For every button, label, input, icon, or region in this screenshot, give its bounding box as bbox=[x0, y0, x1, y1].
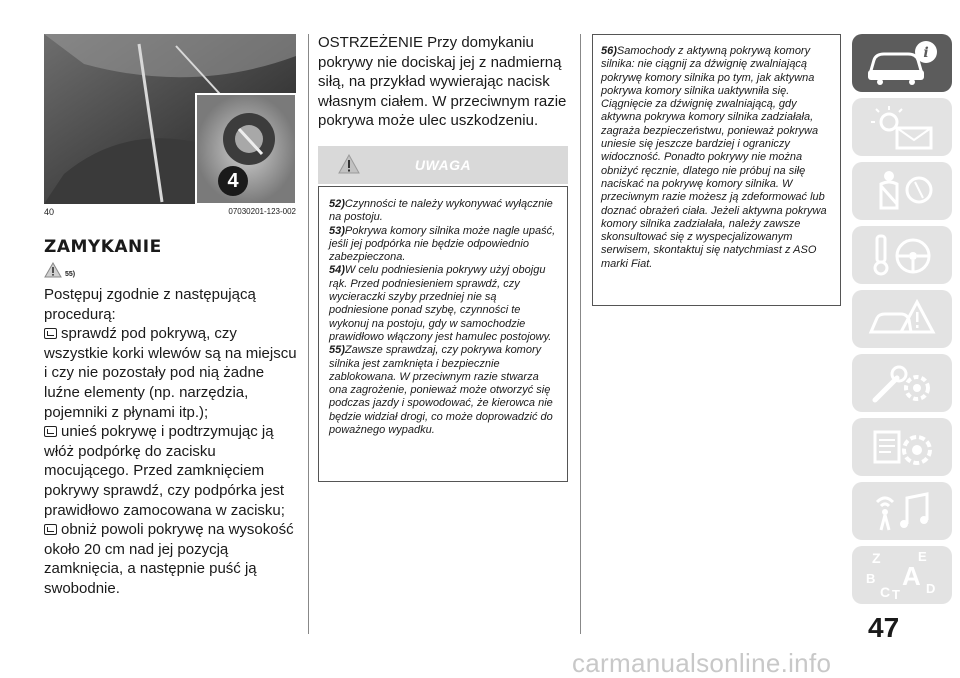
note-number: 52) bbox=[329, 198, 345, 210]
caution-text: OSTRZEŻENIE Przy domykaniu pokrywy nie dociskaj jej z nadmierną siłą, na przykład wywierając nacisk własnym ciałem. W przeciwnym razie pokrywa może ulec uszkodzeniu. bbox=[318, 34, 567, 130]
warning-triangle-icon bbox=[44, 262, 62, 278]
figure-caption bbox=[44, 207, 296, 217]
index-letters-icon bbox=[862, 547, 942, 603]
step-text: sprawdź pod pokrywą, czy wszystkie korki wlewów są na miejscu i czy nie pozostały pod nią żadne luźne elementy (np. narzędzia, pojemniki z płynami itp.); bbox=[44, 325, 297, 421]
tab-dashboard-lights[interactable] bbox=[852, 98, 952, 156]
procedure-intro: Postępuj zgodnie z następującą procedurą: bbox=[44, 286, 256, 323]
tab-car-info[interactable] bbox=[852, 34, 952, 92]
warning-note bbox=[329, 344, 557, 437]
note-number: 54) bbox=[329, 264, 345, 277]
note-text: Samochody z aktywną pokrywą komory silnika: nie ciągnij za dźwignię zwalniającą pokrywę komory silnika po tym, jak aktywna pokrywa komory silnika uaktywniła się. Ciągnięcie za dźwignię zwalniającą, gdy aktywna pokrywa komory silnika zadziałała, zagraża bezpieczeństwu, ponieważ pokrywa uniesie się jeszcze bardziej i ograniczy widoczność. Ponadto pokrywy nie można obniżyć ręcznie, dlatego nie próbuj na siłę naciskać na pokrywę komory silnika. W przeciwnym razie możesz ją zdeformować lub doznać obrażeń ciała. Jeżeli aktywna pokrywa komory silnika zadziałała, należy zawsze skonsultować się z wyspecjalizowanym serwisem, skontaktuj się natychmiast z ASO marki Fiat. bbox=[601, 45, 827, 270]
warning-triangle-icon bbox=[338, 154, 360, 174]
step-text: obniż powoli pokrywę na wysokość około 20 cm nad jej pozycją zamknięcia, a następnie puść ją swobodnie. bbox=[44, 521, 294, 597]
tab-index[interactable] bbox=[852, 546, 952, 604]
car-info-icon bbox=[864, 40, 940, 86]
index-letter: B bbox=[866, 571, 876, 586]
step-text: unieś pokrywę i podtrzymując ją włóż podpórkę do zacisku mocującego. Przed zamknięciem pokrywy sprawdź, czy podpórka jest prawidłowo zamocowana w zacisku; bbox=[44, 423, 285, 519]
tab-maintenance[interactable] bbox=[852, 354, 952, 412]
procedure-step bbox=[44, 520, 300, 598]
chapter-sidebar bbox=[852, 34, 952, 610]
section-title: ZAMYKANIE bbox=[44, 237, 162, 257]
page-number: 47 bbox=[868, 612, 900, 643]
engine-hood-photo bbox=[44, 34, 296, 204]
info-glyph: i bbox=[923, 45, 929, 61]
figure-code: 07030201-123-002 bbox=[228, 207, 296, 216]
warning-reference bbox=[44, 262, 75, 278]
dashboard-lights-icon bbox=[867, 104, 937, 150]
note-text: Zawsze sprawdzaj, czy pokrywa komory silnika jest zamknięta i bezpiecznie zablokowana. W przeciwnym razie stwarza ona zagrożenie, ponieważ może otworzyć się podczas jazdy i spowodować, że kierowca nie będzie widział drogi, co może doprowadzić do poważnego wypadku. bbox=[329, 344, 553, 437]
procedure-step bbox=[44, 422, 300, 520]
uwaga-banner bbox=[318, 146, 568, 184]
uwaga-title: UWAGA bbox=[414, 157, 472, 173]
figure-page-number: 40 bbox=[44, 207, 55, 217]
procedure-text bbox=[44, 285, 300, 599]
warning-note bbox=[329, 225, 557, 265]
figure-callout bbox=[218, 166, 248, 196]
index-letter: Z bbox=[872, 550, 881, 566]
warning-note bbox=[329, 264, 557, 344]
tab-starting-driving[interactable] bbox=[852, 226, 952, 284]
steering-wheel-key-icon bbox=[867, 232, 937, 278]
note-text: W celu podniesienia pokrywy użyj obojgu rąk. Przed podniesieniem sprawdź, czy wycieraczki szyby przedniej nie są podniesione ponad szybę, czynności te wykonuj na postoju, gdy w samochodzie prawidłowo włączony jest hamulec postojowy. bbox=[329, 264, 552, 343]
watermark: carmanualsonline.info bbox=[572, 648, 832, 678]
bullet-checkbox-icon bbox=[44, 524, 57, 535]
index-letter: A bbox=[902, 561, 921, 591]
note-text: Czynności te należy wykonywać wyłącznie na postoju. bbox=[329, 198, 553, 224]
column-divider bbox=[308, 34, 309, 634]
note-number: 55) bbox=[329, 344, 345, 357]
warning-reference-number: 55) bbox=[65, 271, 76, 278]
bullet-checkbox-icon bbox=[44, 328, 57, 339]
note-number: 53) bbox=[329, 224, 345, 237]
uwaga-notes bbox=[318, 186, 568, 482]
index-letter: C bbox=[880, 584, 891, 600]
column-divider bbox=[580, 34, 581, 634]
index-letter: D bbox=[926, 581, 936, 596]
bullet-checkbox-icon bbox=[44, 426, 57, 437]
index-letter: T bbox=[892, 587, 900, 602]
figure-callout-number: 4 bbox=[227, 169, 239, 192]
tab-emergency[interactable] bbox=[852, 290, 952, 348]
warning-note bbox=[329, 198, 557, 225]
note-number: 56) bbox=[601, 45, 617, 57]
warning-triangle-car-icon bbox=[867, 296, 937, 342]
index-letter: E bbox=[918, 549, 927, 564]
tab-safety[interactable] bbox=[852, 162, 952, 220]
note-text: Pokrywa komory silnika może nagle upaść, jeśli jej podpórka nie będzie odpowiednio zabezpieczona. bbox=[329, 224, 556, 264]
seatbelt-airbag-icon bbox=[867, 168, 937, 214]
wrench-gear-icon bbox=[867, 360, 937, 406]
procedure-step bbox=[44, 324, 300, 422]
specifications-gauge-icon bbox=[867, 424, 937, 470]
active-hood-note bbox=[592, 34, 841, 306]
tab-multimedia[interactable] bbox=[852, 482, 952, 540]
tab-specifications[interactable] bbox=[852, 418, 952, 476]
multimedia-icon bbox=[867, 488, 937, 534]
